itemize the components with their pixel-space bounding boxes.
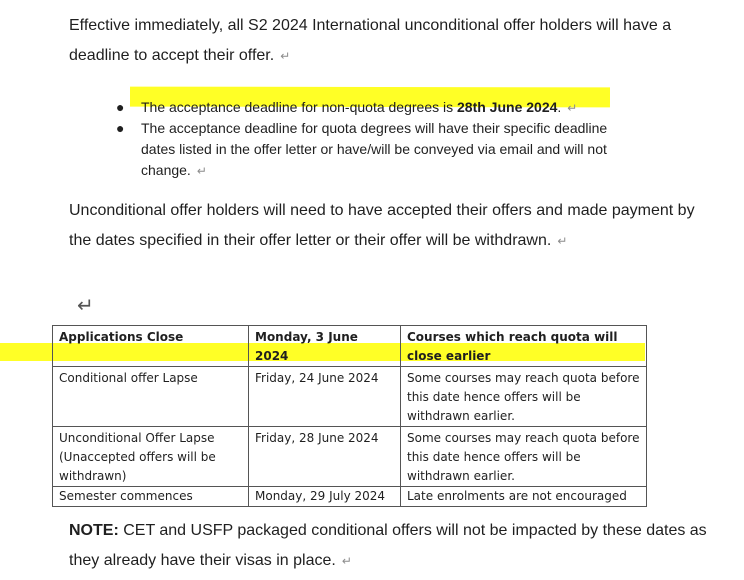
note-label: NOTE: <box>69 522 119 539</box>
table-cell-date: Friday, 28 June 2024 <box>249 427 401 487</box>
table-cell-event: Applications Close <box>53 326 249 367</box>
table-cell-event: Unconditional Offer Lapse (Unaccepted offers will be withdrawn) <box>53 427 249 487</box>
bullet-icon: ● <box>116 99 125 115</box>
paragraph-mark-icon: ↵ <box>196 164 207 178</box>
deadline-text: Unconditional offer holders will need to have accepted their offers and made payment by the dates specified in their offer letter or their offer will be withdrawn. <box>69 202 695 249</box>
table-row <box>53 427 647 487</box>
schedule-table <box>52 325 647 507</box>
intro-text: Effective immediately, all S2 2024 International unconditional offer holders will have a deadline to accept their offer. <box>69 17 672 64</box>
note-paragraph <box>69 516 709 576</box>
table-cell-note: Courses which reach quota will close earlier <box>401 326 647 367</box>
paragraph-mark-icon: ↵ <box>567 101 578 115</box>
table-row <box>53 367 647 427</box>
table-cell-event: Semester commences <box>53 487 249 507</box>
paragraph-mark-icon: ↵ <box>280 49 291 63</box>
bullet-1-suffix: . <box>557 99 562 115</box>
bullet-1-text: The acceptance deadline for non-quota degrees is <box>141 99 457 115</box>
table-cell-date: Monday, 29 July 2024 <box>249 487 401 507</box>
table-cell-note: Some courses may reach quota before this date hence offers will be withdrawn earlier. <box>401 427 647 487</box>
table-cell-date: Monday, 3 June 2024 <box>249 326 401 367</box>
deadline-paragraph <box>69 196 709 256</box>
bullet-icon: ● <box>116 120 125 136</box>
intro-paragraph <box>69 11 709 71</box>
note-text: CET and USFP packaged conditional offers will not be impacted by these dates as they already have their visas in place. <box>69 522 707 569</box>
bullet-2-text: The acceptance deadline for quota degrees will have their specific deadline dates listed in the offer letter or have/will be conveyed via email and will not change. <box>141 120 608 178</box>
paragraph-mark-icon: ↵ <box>557 234 568 248</box>
paragraph-mark-icon: ↵ <box>341 554 352 568</box>
table-cell-note: Some courses may reach quota before this date hence offers will be withdrawn earlier. <box>401 367 647 427</box>
table-cell-event: Conditional offer Lapse <box>53 367 249 427</box>
table-cell-note: Late enrolments are not encouraged <box>401 487 647 507</box>
table-row <box>53 326 647 367</box>
bullet-1-bold: 28th June 2024 <box>457 99 558 115</box>
table-cell-date: Friday, 24 June 2024 <box>249 367 401 427</box>
table-row <box>53 487 647 507</box>
return-icon: ↵ <box>77 295 94 317</box>
